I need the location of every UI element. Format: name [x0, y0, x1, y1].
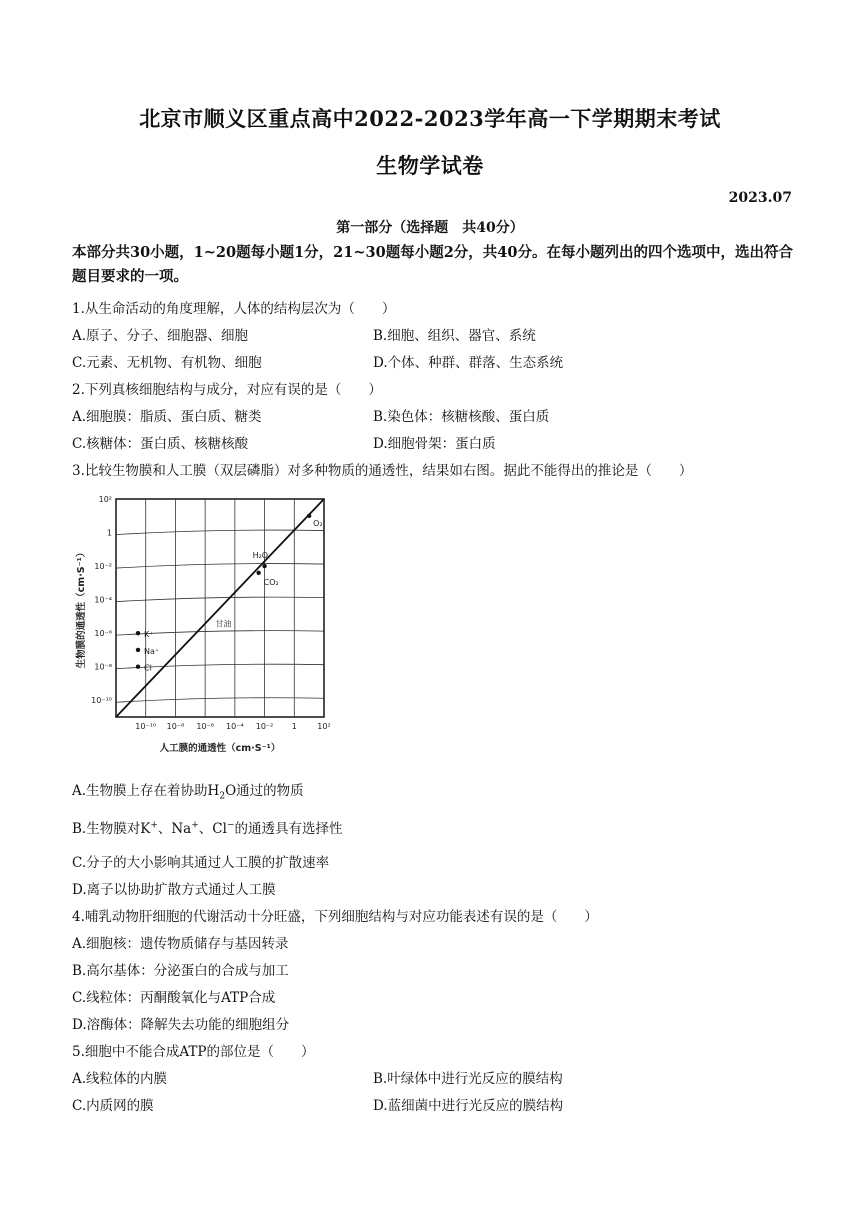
q2-stem: 2.下列真核细胞结构与成分，对应有误的是（ ）: [72, 382, 382, 398]
data-point: [136, 631, 140, 635]
data-point: [262, 564, 266, 568]
y-tick-label: 10⁻¹⁰: [91, 696, 112, 706]
section-instructions: 本部分共30小题，1~20题每小题1分，21~30题每小题2分，共40分。在每小题列出的四个选项中，选出符合题目要求的一项。: [72, 244, 793, 285]
diagonal-label-glycerol: 甘油: [215, 619, 232, 629]
x-axis-title: 人工膜的通透性（cm·S⁻¹）: [159, 743, 281, 754]
exam-date: 2023.07: [728, 190, 792, 206]
q4-option-d: D.溶酶体：降解失去功能的细胞组分: [72, 1017, 290, 1033]
y-tick-label: 10²: [98, 495, 112, 504]
exam-title: 北京市顺义区重点高中2022-2023学年高一下学期期末考试: [139, 106, 721, 131]
y-tick-label: 10⁻²: [94, 562, 112, 572]
permeability-chart: [72, 489, 342, 767]
x-tick-label: 10²: [317, 722, 331, 731]
q1-option-d: D.个体、种群、群落、生态系统: [373, 355, 564, 371]
x-tick-label: 10⁻⁴: [226, 722, 244, 731]
diagonal-line: [116, 499, 324, 717]
data-point: [256, 571, 260, 575]
q5-option-c: C.内质网的膜: [72, 1098, 154, 1114]
q3-option-c: C.分子的大小影响其通过人工膜的扩散速率: [72, 855, 330, 871]
y-tick-label: 10⁻⁴: [94, 595, 112, 605]
q2-option-c: C.核糖体：蛋白质、核糖核酸: [72, 436, 249, 452]
q3-option-b: B.生物膜对K+、Na+、Cl−的通透具有选择性: [72, 820, 343, 837]
q4-option-b: B.高尔基体：分泌蛋白的合成与加工: [72, 963, 289, 979]
q4-stem: 4.哺乳动物肝细胞的代谢活动十分旺盛，下列细胞结构与对应功能表述有误的是（ ）: [72, 909, 598, 925]
data-point-label: Na⁺: [144, 646, 160, 656]
data-point-label: K⁺: [144, 630, 154, 640]
data-point-label: O₂: [313, 518, 323, 528]
q5-option-a: A.线粒体的内膜: [72, 1071, 168, 1087]
x-tick-label: 10⁻⁶: [196, 722, 214, 731]
q4-option-a: A.细胞核：遗传物质储存与基因转录: [72, 936, 289, 952]
q3-stem: 3.比较生物膜和人工膜（双层磷脂）对多种物质的通透性，结果如右图。据此不能得出的推论是（ ）: [72, 463, 693, 479]
q4-option-c: C.线粒体：丙酮酸氧化与ATP合成: [72, 990, 276, 1006]
data-point: [307, 514, 311, 518]
q2-option-d: D.细胞骨架：蛋白质: [373, 436, 496, 452]
x-tick-label: 1: [291, 722, 297, 731]
q2-option-b: B.染色体：核糖核酸、蛋白质: [373, 409, 550, 425]
q1-option-b: B.细胞、组织、器官、系统: [373, 328, 536, 344]
data-point-label: CO₂: [263, 577, 279, 587]
data-point-label: Cl⁻: [144, 663, 157, 673]
data-point: [136, 664, 140, 668]
y-tick-label: 1: [106, 528, 112, 538]
chart-svg: [72, 489, 342, 767]
section-heading: 第一部分（选择题 共40分）: [336, 220, 524, 236]
data-point-label: H₂O: [252, 551, 269, 561]
grid-line-horizontal: [116, 698, 324, 703]
exam-subtitle: 生物学试卷: [376, 153, 484, 178]
q1-stem: 1.从生命活动的角度理解，人体的结构层次为（ ）: [72, 301, 396, 317]
y-axis-title: 生物膜的通透性（cm·S⁻¹）: [76, 547, 87, 669]
q1-option-a: A.原子、分子、细胞器、细胞: [72, 328, 249, 344]
y-tick-label: 10⁻⁸: [94, 662, 112, 672]
q5-option-b: B.叶绿体中进行光反应的膜结构: [373, 1071, 563, 1087]
q2-option-a: A.细胞膜：脂质、蛋白质、糖类: [72, 409, 262, 425]
y-tick-label: 10⁻⁶: [94, 629, 112, 639]
x-tick-label: 10⁻⁸: [166, 722, 185, 731]
x-tick-label: 10⁻²: [255, 722, 274, 731]
q1-option-c: C.元素、无机物、有机物、细胞: [72, 355, 262, 371]
grid-line-horizontal: [116, 564, 324, 569]
q5-stem: 5.细胞中不能合成ATP的部位是（ ）: [72, 1044, 315, 1060]
q3-option-d: D.离子以协助扩散方式通过人工膜: [72, 882, 276, 898]
data-point: [136, 648, 140, 652]
q5-option-d: D.蓝细菌中进行光反应的膜结构: [373, 1098, 564, 1114]
grid-line-horizontal: [116, 597, 324, 602]
x-tick-label: 10⁻¹⁰: [135, 722, 157, 731]
q3-option-a: A.生物膜上存在着协助$H_2O$通过的物质: [72, 783, 304, 802]
